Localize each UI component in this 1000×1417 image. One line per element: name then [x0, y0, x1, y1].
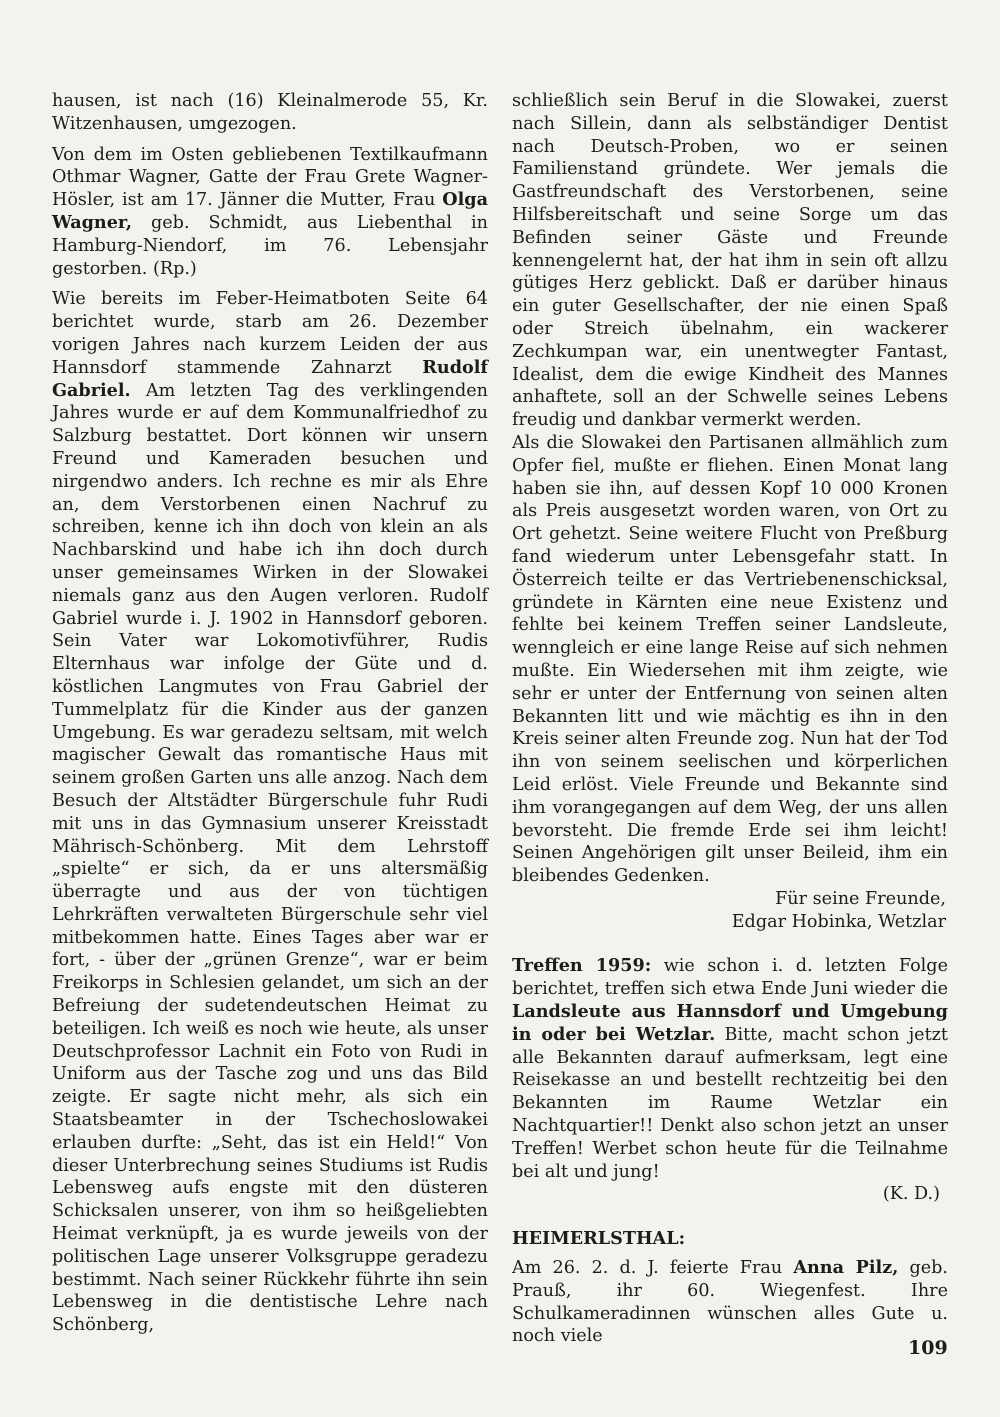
page-number: 109 [908, 1337, 948, 1359]
name-rudolf-gabriel: Rudolf Gabriel. [52, 356, 488, 401]
paragraph-obituary-gabriel: Wie bereits im Feber-Heimatboten Seite 64 berichtet wurde, starb am 26. Dezember vorigen Jahres nach kurzem Leiden der aus Hannsdorf stammende Zahnarzt Rudolf Gabriel. Am letzten Tag des verklingenden Jahres wurde er auf dem Kommunalfriedhof zu Salzburg bestattet. Dort können wir unsern Freund und Kameraden besuchen und nirgendwo anders. Ich rechne es mir als Ehre an, dem Verstorbenen einen Nachruf zu schreiben, kenne ich ihn doch von klein an als Nachbarskind und habe ich ihn doch durch unser gemeinsames Wirken in der Slowakei niemals ganz aus den Augen verloren. Rudolf Gabriel wurde i. J. 1902 in Hannsdorf geboren. Sein Vater war Lokomotivführer, Rudis Elternhaus war infolge der Güte und d. köstlichen Langmutes von Frau Gabriel der Tummelplatz für die Kinder aus der ganzen Umgebung. Es war geradezu seltsam, mit welch magischer Gewalt das romantische Haus mit seinem großen Garten uns alle anzog. Nach dem Besuch der Altstädter Bürgerschule fuhr Rudi mit uns in das Gymnasium unserer Kreisstadt Mährisch-Schönberg. Mit dem Lehrstoff „spielte“ er sich, da er uns altersmäßig überragte und aus der von tüchtigen Lehrkräften verwalteten Bürgerschule sehr viel mitbekommen hatte. Eines Tages aber war er fort, - über der „grünen Grenze“, war er beim Freikorps in Schlesien gelandet, um sich an der Befreiung der sudetendeutschen Heimat zu beteiligen. Ich weiß es noch wie heute, als unser Deutschprofessor Lachnit ein Foto von Rudi in Uniform aus der Tasche zog und uns das Bild zeigte. Er sagte nicht mehr, als sich ein Staatsbeamter in der Tschechoslowakei erlauben durfte: „Seht, das ist ein Held!“ Von dieser Unterbrechung seines Studiums ist Rudis Lebensweg aufs engste mit den düsteren Schicksalen unserer, von ihm so heißgeliebten Heimat verknüpft, ja es wurde jeweils von der politischen Lage unserer Volksgruppe geradezu bestimmt. Nach seiner Rückkehr führte ihn sein Lebensweg in die dentistische Lehre nach Schönberg, [52, 289, 488, 1336]
signature-line-2: Edgar Hobinka, Wetzlar [731, 911, 946, 932]
paragraph-treffen-1959: Treffen 1959: wie schon i. d. letzten Folge berichtet, treffen sich etwa Ende Juni wieder die Landsleute aus Hannsdorf und Umgebung in oder bei Wetzlar. Bitte, macht schon jetzt alle Bekannten darauf aufmerksam, legt eine Reisekasse an und bestellt rechtzeitig bei den Bekannten im Raume Wetzlar ein Nachtquartier!! Denkt also schon jetzt an unser Treffen! Werbet schon heute für die Teilnahme bei alt und jung! [512, 955, 948, 1182]
paragraph-obituary-wagner: Von dem im Osten gebliebenen Textilkaufmann Othmar Wagner, Gatte der Frau Grete Wagner-Hösler, ist am 17. Jänner die Mutter, Frau Olga Wagner, geb. Schmidt, aus Liebenthal in Hamburg-Niendorf, im 76. Lebensjahr gestorben. (Rp.) [52, 144, 488, 279]
paragraph-anna-pilz: Am 26. 2. d. J. feierte Frau Anna Pilz, geb. Prauß, ihr 60. Wiegenfest. Ihre Schulkameradinnen wünschen alles Gute u. noch viele [512, 1257, 948, 1347]
right-column [512, 90, 948, 1348]
text-landsleute-wetzlar: Landsleute aus Hannsdorf und Umgebung in oder bei Wetzlar. [512, 1001, 948, 1045]
left-column [52, 90, 488, 1337]
name-anna-pilz: Anna Pilz, [793, 1257, 899, 1279]
name-olga-wagner: Olga Wagner, [52, 189, 488, 233]
section-heading-heimerlsthal: HEIMERLSTHAL: [512, 1228, 686, 1250]
paragraph-gabriel-continued: schließlich sein Beruf in die Slowakei, zuerst nach Sillein, dann als selbständiger Dentist nach Deutsch-Proben, wo er seinen Familienstand gründete. Wer jemals die Gastfreundschaft des Verstorbenen, seine Hilfsbereitschaft und seine Sorge um das Befinden seiner Gäste und Freunde kennengelernt hat, der hat ihm in sein oft allzu gütiges Herz geblickt. Daß er darüber hinaus ein guter Gesellschafter, der nie einen Spaß oder Streich übelnahm, ein wackerer Zechkumpan war, ein unentwegter Fantast, Idealist, dem die ewige Kindheit des Mannes anhaftete, soll an der Schwelle seines Lebens freudig und dankbar vermerkt werden. [512, 91, 948, 431]
signature-line-1: Für seine Freunde, [775, 888, 946, 909]
label-treffen-1959: Treffen 1959: [512, 955, 652, 977]
paragraph-address-change: hausen, ist nach (16) Kleinalmerode 55, Kr. Witzenhausen, umgezogen. [52, 91, 488, 134]
paragraph-gabriel-flight: Als die Slowakei den Partisanen allmählich zum Opfer fiel, mußte er fliehen. Einen Monat lang haben sie ihn, auf dessen Kopf 10 000 Kronen als Preis ausgesetzt worden waren, von Ort zu Ort gehetzt. Seine weitere Flucht von Preßburg fand wiederum unter Lebensgefahr statt. In Österreich teilte er das Vertriebenenschicksal, gründete in Kärnten eine neue Existenz und fehlte bei keinem Treffen seiner Landsleute, wenngleich er eine lange Reise auf sich nehmen mußte. Ein Wiedersehen mit ihm zeigte, wie sehr er unter der Entfernung von seinen alten Bekannten litt und wie mächtig es ihn in den Kreis seiner alten Freunde zog. Nun hat der Tod ihn von seinem seelischen und körperlichen Leid erlöst. Viele Freunde und Bekannte sind ihm vorangegangen auf dem Weg, der uns allen bevorsteht. Die fremde Erde sei ihm leicht! Seinen Angehörigen gilt unser Beileid, ihm ein bleibendes Gedenken. [512, 432, 948, 887]
initials-kd: (K. D.) [882, 1184, 940, 1205]
